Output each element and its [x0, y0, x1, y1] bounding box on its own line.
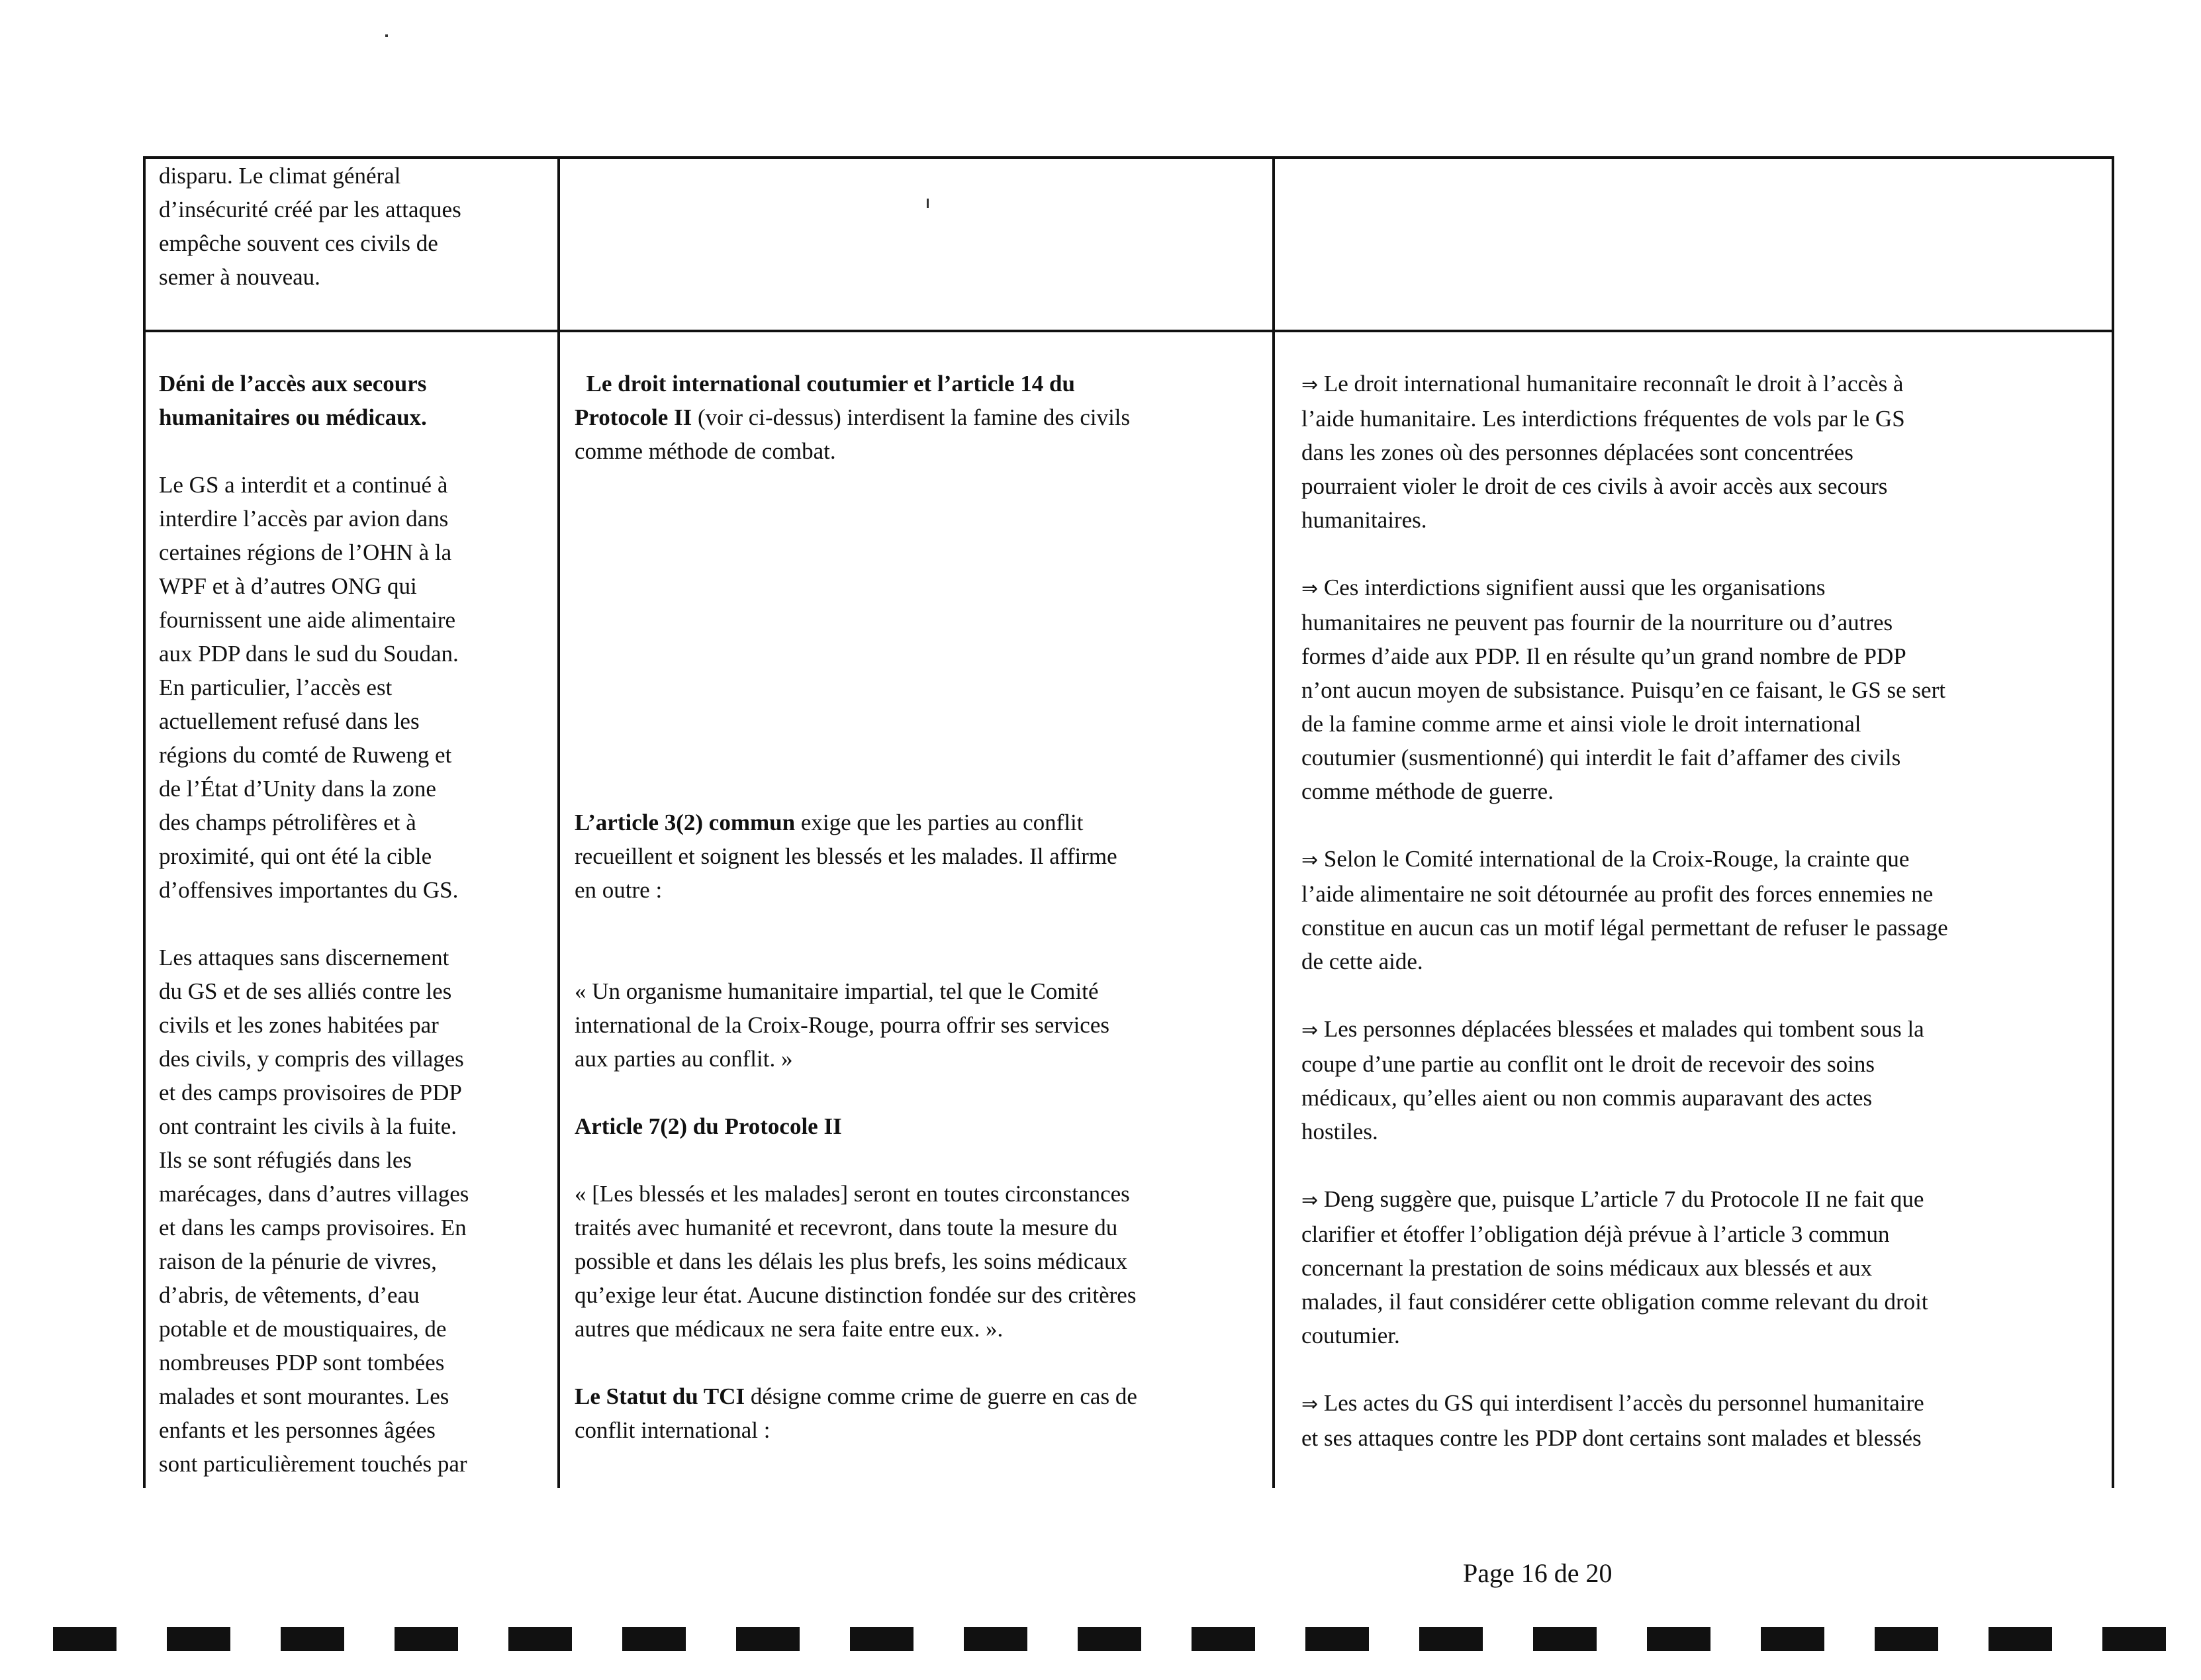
- text-line: des civils, y compris des villages: [159, 1046, 464, 1072]
- scan-dash: [1875, 1627, 1938, 1651]
- scan-dash: [964, 1627, 1027, 1651]
- text-line: marécages, dans d’autres villages: [159, 1181, 469, 1207]
- scan-dash: [167, 1627, 230, 1651]
- scan-dash: [508, 1627, 572, 1651]
- text-line: interdire l’accès par avion dans: [159, 506, 449, 532]
- text-line: et ses attaques contre les PDP dont certains sont malades et blessés: [1301, 1425, 1922, 1451]
- text-line: du GS et de ses alliés contre les: [159, 978, 452, 1004]
- text-line: [575, 400, 1263, 434]
- text-line: formes d’aide aux PDP. Il en résulte qu’un grand nombre de PDP: [1301, 643, 1906, 669]
- text-line: de la famine comme arme et ainsi viole le droit international: [1301, 711, 1861, 737]
- scan-dash: [2102, 1627, 2166, 1651]
- scan-mark: [385, 34, 388, 37]
- text-line: et dans les camps provisoires. En: [159, 1215, 467, 1240]
- arrow-right-icon: ⇒: [1301, 577, 1319, 600]
- quote-line: possible et dans les délais les plus brefs, les soins médicaux: [575, 1248, 1127, 1274]
- text-line: coutumier (susmentionné) qui interdit le fait d’affamer des civils: [1301, 745, 1901, 770]
- text-line: conflit international :: [575, 1417, 771, 1443]
- text-line: dans les zones où des personnes déplacées sont concentrées: [1301, 440, 1853, 465]
- text-line: certaines régions de l’OHN à la: [159, 539, 452, 565]
- text-line: sont particulièrement touchés par: [159, 1451, 467, 1477]
- text-line: malades et sont mourantes. Les: [159, 1383, 449, 1409]
- quote-line: qu’exige leur état. Aucune distinction fondée sur des critères: [575, 1282, 1137, 1308]
- text-line: en outre :: [575, 877, 663, 903]
- table-border-right: [2112, 156, 2114, 1488]
- arrow-right-icon: ⇒: [1301, 1393, 1319, 1416]
- arrow-right-icon: ⇒: [1301, 1189, 1319, 1212]
- col2-legal-framework: [575, 367, 1263, 1488]
- bold-legal-reference: Protocole II: [575, 404, 692, 430]
- text-line: concernant la prestation de soins médicaux aux blessés et aux: [1301, 1255, 1873, 1281]
- scan-dash: [1078, 1627, 1141, 1651]
- text-line: raison de la pénurie de vivres,: [159, 1248, 437, 1274]
- bold-legal-reference: Le Statut du TCI: [575, 1383, 745, 1409]
- text-line: clarifier et étoffer l’obligation déjà prévue à l’article 3 commun: [1301, 1221, 1890, 1247]
- text-line: ont contraint les civils à la fuite.: [159, 1113, 457, 1139]
- text-line: proximité, qui ont été la cible: [159, 843, 432, 869]
- text-line: humanitaires ne peuvent pas fournir de la nourriture ou d’autres: [1301, 610, 1893, 635]
- text-line: recueillent et soignent les blessés et les malades. Il affirme: [575, 843, 1117, 869]
- text-line: En particulier, l’accès est: [159, 675, 393, 700]
- analysis-item: [1301, 367, 2106, 402]
- scan-dash: [1305, 1627, 1369, 1651]
- table-col-divider-2: [1272, 156, 1275, 1488]
- text-line: d’offensives importantes du GS.: [159, 877, 459, 903]
- scan-dash: [1761, 1627, 1824, 1651]
- bold-legal-reference: Le droit international coutumier et l’article 14 du: [586, 371, 1075, 397]
- text-line: pourraient violer le droit de ces civils à avoir accès aux secours: [1301, 473, 1888, 499]
- text-line: coutumier.: [1301, 1323, 1400, 1348]
- scan-dash: [1989, 1627, 2052, 1651]
- analysis-item: [1301, 842, 2106, 877]
- text-line: [575, 1379, 1263, 1413]
- text-line: Les attaques sans discernement: [159, 945, 449, 970]
- text-line: d’abris, de vêtements, d’eau: [159, 1282, 420, 1308]
- scan-border-dashes: [53, 1627, 2158, 1654]
- text-line: malades, il faut considérer cette obligation comme relevant du droit: [1301, 1289, 1928, 1315]
- bold-legal-reference: L’article 3(2) commun: [575, 810, 796, 835]
- analysis-item: [1301, 1386, 2106, 1421]
- quote-line: « [Les blessés et les malades] seront en toutes circonstances: [575, 1181, 1130, 1207]
- section-heading: Déni de l’accès aux secours: [159, 371, 427, 397]
- scan-dash: [281, 1627, 344, 1651]
- quote-line: international de la Croix-Rouge, pourra offrir ses services: [575, 1012, 1109, 1038]
- text-line: semer à nouveau.: [159, 264, 320, 290]
- text-line: Ils se sont réfugiés dans les: [159, 1147, 412, 1173]
- quote-line: aux parties au conflit. »: [575, 1046, 793, 1072]
- text-line: fournissent une aide alimentaire: [159, 607, 456, 633]
- arrow-right-icon: ⇒: [1301, 373, 1319, 397]
- text-line: empêche souvent ces civils de: [159, 230, 438, 256]
- top-row-col1: [159, 159, 549, 324]
- text-span: Les personnes déplacées blessées et malades qui tombent sous la: [1318, 1016, 1924, 1042]
- text-span: désigne comme crime de guerre en cas de: [745, 1383, 1137, 1409]
- analysis-item: [1301, 571, 2106, 606]
- text-line: Le GS a interdit et a continué à: [159, 472, 448, 498]
- text-line: et des camps provisoires de PDP: [159, 1080, 462, 1105]
- text-line: l’aide humanitaire. Les interdictions fréquentes de vols par le GS: [1301, 406, 1905, 432]
- scan-dash: [395, 1627, 458, 1651]
- scan-dash: [53, 1627, 117, 1651]
- text-line: disparu. Le climat général: [159, 163, 401, 189]
- scan-dash: [736, 1627, 800, 1651]
- text-line: de cette aide.: [1301, 949, 1423, 974]
- text-line: médicaux, qu’elles aient ou non commis auparavant des actes: [1301, 1085, 1873, 1111]
- document-table: [143, 156, 2114, 1488]
- text-line: hostiles.: [1301, 1119, 1378, 1144]
- text-line: aux PDP dans le sud du Soudan.: [159, 641, 459, 667]
- scan-dash: [622, 1627, 686, 1651]
- text-line: nombreuses PDP sont tombées: [159, 1350, 445, 1376]
- scan-dash: [850, 1627, 913, 1651]
- scan-dash: [1192, 1627, 1255, 1651]
- text-span: Les actes du GS qui interdisent l’accès du personnel humanitaire: [1318, 1390, 1924, 1416]
- text-span: (voir ci-dessus) interdisent la famine des civils: [692, 404, 1131, 430]
- text-span: exige que les parties au conflit: [795, 810, 1084, 835]
- text-line: [575, 367, 1263, 400]
- section-heading: humanitaires ou médicaux.: [159, 404, 427, 430]
- text-line: d’insécurité créé par les attaques: [159, 197, 461, 222]
- text-line: l’aide alimentaire ne soit détournée au profit des forces ennemies ne: [1301, 881, 1934, 907]
- text-span: Le droit international humanitaire reconnaît le droit à l’accès à: [1318, 371, 1904, 397]
- table-row-divider: [143, 330, 2114, 332]
- text-line: régions du comté de Ruweng et: [159, 742, 452, 768]
- text-line: n’ont aucun moyen de subsistance. Puisqu’en ce faisant, le GS se sert: [1301, 677, 1945, 703]
- quote-line: « Un organisme humanitaire impartial, tel que le Comité: [575, 978, 1099, 1004]
- text-line: humanitaires.: [1301, 507, 1427, 533]
- text-span: Deng suggère que, puisque L’article 7 du Protocole II ne fait que: [1318, 1186, 1924, 1212]
- table-border-left: [143, 156, 146, 1488]
- text-line: WPF et à d’autres ONG qui: [159, 573, 417, 599]
- text-line: enfants et les personnes âgées: [159, 1417, 436, 1443]
- text-span: Selon le Comité international de la Croix-Rouge, la crainte que: [1318, 846, 1910, 872]
- col3-analysis: [1301, 367, 2106, 1488]
- analysis-item: [1301, 1012, 2106, 1047]
- text-line: actuellement refusé dans les: [159, 708, 420, 734]
- scan-dash: [1647, 1627, 1710, 1651]
- text-line: des champs pétrolifères et à: [159, 810, 416, 835]
- quote-line: autres que médicaux ne sera faite entre eux. ».: [575, 1316, 1004, 1342]
- arrow-right-icon: ⇒: [1301, 1019, 1319, 1042]
- text-line: comme méthode de combat.: [575, 438, 836, 464]
- scan-dash: [1419, 1627, 1483, 1651]
- text-line: comme méthode de guerre.: [1301, 778, 1554, 804]
- section-heading: Article 7(2) du Protocole II: [575, 1113, 842, 1139]
- text-line: coupe d’une partie au conflit ont le droit de recevoir des soins: [1301, 1051, 1875, 1077]
- col1-findings: [159, 367, 549, 1488]
- text-line: [575, 806, 1263, 839]
- text-span: Ces interdictions signifient aussi que les organisations: [1318, 575, 1826, 600]
- text-line: civils et les zones habitées par: [159, 1012, 439, 1038]
- arrow-right-icon: ⇒: [1301, 849, 1319, 872]
- scan-dash: [1533, 1627, 1597, 1651]
- table-col-divider-1: [557, 156, 560, 1488]
- text-line: potable et de moustiquaires, de: [159, 1316, 447, 1342]
- analysis-item: [1301, 1182, 2106, 1217]
- text-line: de l’État d’Unity dans la zone: [159, 776, 436, 802]
- quote-line: traités avec humanité et recevront, dans toute la mesure du: [575, 1215, 1118, 1240]
- text-line: constitue en aucun cas un motif légal permettant de refuser le passage: [1301, 915, 1948, 941]
- page-number: Page 16 de 20: [1463, 1558, 1613, 1588]
